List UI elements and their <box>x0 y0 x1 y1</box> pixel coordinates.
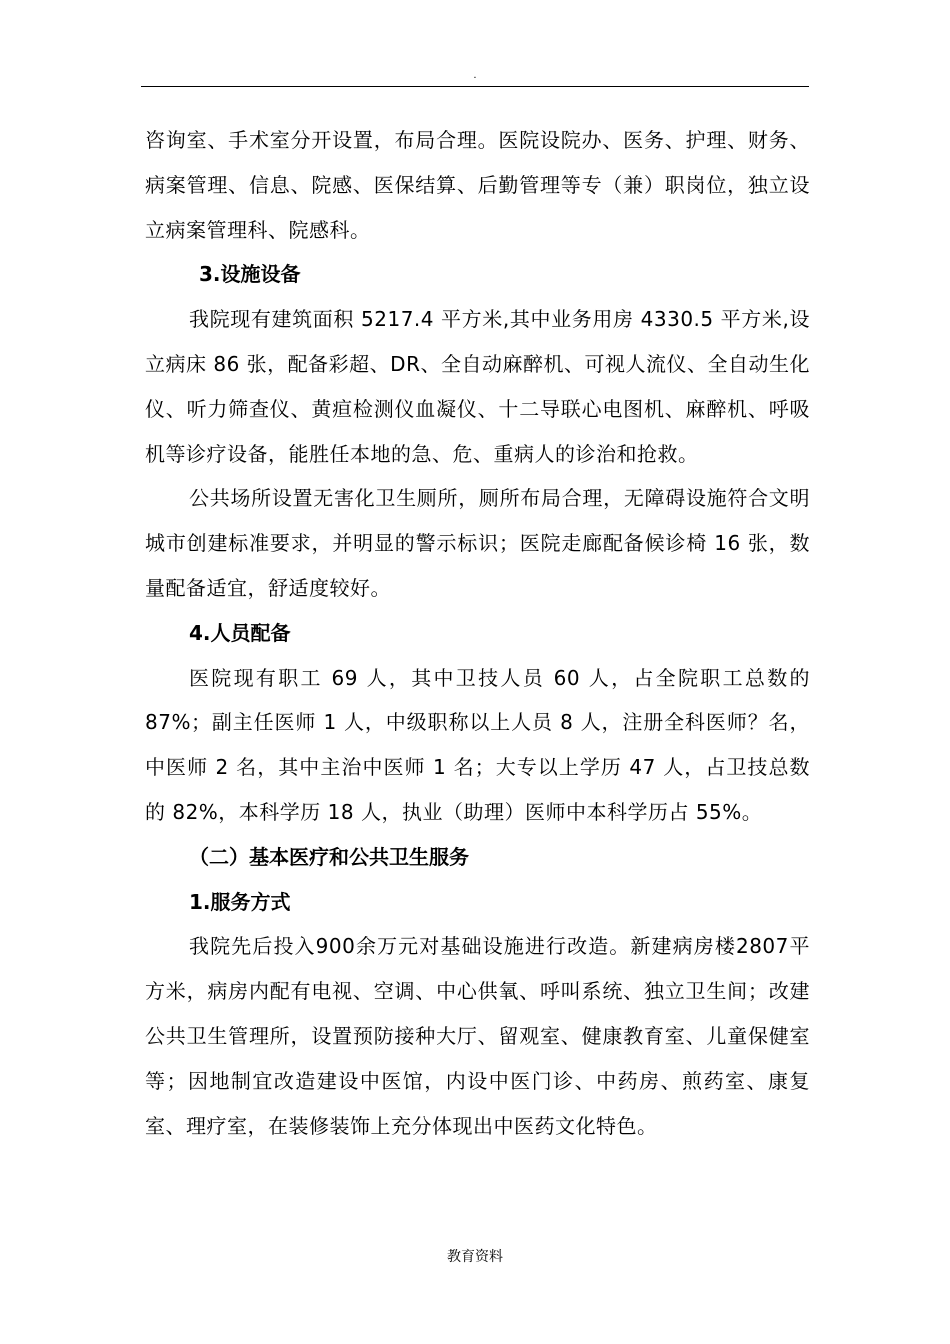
paragraph-equipment: 我院现有建筑面积 5217.4 平方米,其中业务用房 4330.5 平方米,设立病床 86 张，配备彩超、DR、全自动麻醉机、可视人流仪、全自动生化仪、听力筛查仪、黄疸检测仪血凝仪、十二导联心电图机、麻醉机、呼吸机等诊疗设备，能胜任本地的急、危、重病人的诊治和抢救。 <box>145 307 810 466</box>
document-body <box>145 118 810 1148</box>
paragraph-organization: 咨询室、手术室分开设置，布局合理。医院设院办、医务、护理、财务、病案管理、信息、院感、医保结算、后勤管理等专（兼）职岗位，独立设立病案管理科、院感科。 <box>145 128 810 242</box>
header-mark: . <box>473 70 477 81</box>
paragraph-staffing: 医院现有职工 69 人，其中卫技人员 60 人，占全院职工总数的 87%；副主任医师 1 人，中级职称以上人员 8 人，注册全科医师？名，中医师 2 名，其中主治中医师 1 名；大专以上学历 47 人，占卫技总数的 82%，本科学历 18 人，执业（助理）医师中本科学历占 55%。 <box>145 665 810 824</box>
heading-staffing: 4.人员配备 <box>189 620 291 645</box>
heading-facilities: 3.设施设备 <box>199 262 301 287</box>
header-rule <box>141 86 809 87</box>
paragraph-renovation: 我院先后投入900余万元对基础设施进行改造。新建病房楼2807平方米，病房内配有电视、空调、中心供氧、呼叫系统、独立卫生间；改建公共卫生管理所，设置预防接种大厅、留观室、健康教育室、儿童保健室等；因地制宜改造建设中医馆，内设中医门诊、中药房、煎药室、康复室、理疗室，在装修装饰上充分体现出中医药文化特色。 <box>145 934 810 1138</box>
heading-service-mode: 1.服务方式 <box>189 889 291 914</box>
page-footer: 教育资料 <box>447 1249 503 1265</box>
paragraph-public-facilities: 公共场所设置无害化卫生厕所，厕所布局合理，无障碍设施符合文明城市创建标准要求，并明显的警示标识；医院走廊配备候诊椅 16 张，数量配备适宜，舒适度较好。 <box>145 486 810 600</box>
heading-basic-medical-services: （二）基本医疗和公共卫生服务 <box>189 844 469 869</box>
